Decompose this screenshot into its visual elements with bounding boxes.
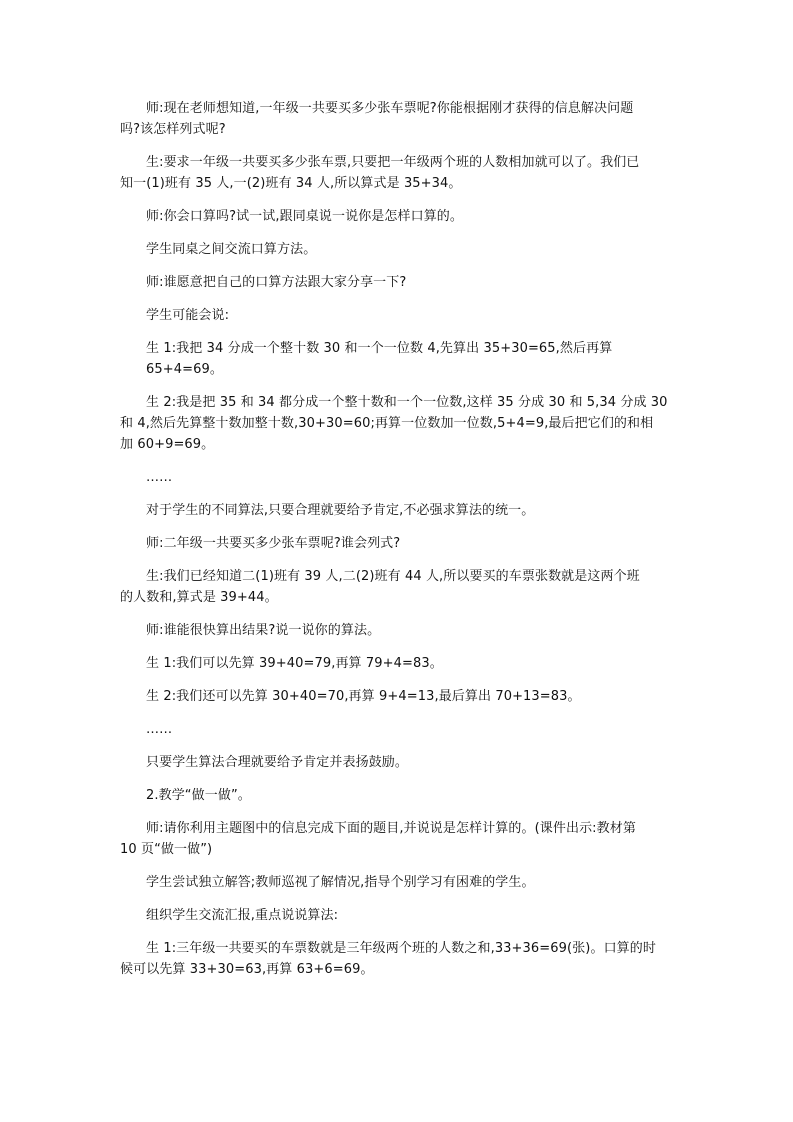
paragraph-10 [146,500,676,521]
paragraph-21 [146,905,676,926]
paragraph-15 [146,686,676,707]
paragraph-line: 生 1:我们可以先算 39+40=79,再算 79+4=83。 [146,656,443,671]
paragraph-continuation: 知一(1)班有 35 人,一(2)班有 34 人,所以算式是 35+34。 [120,176,462,191]
paragraph-13 [146,620,676,641]
paragraph-1 [120,98,676,140]
paragraph-line: 学生尝试独立解答;教师巡视了解情况,指导个别学习有困难的学生。 [146,875,535,890]
paragraph-14 [146,653,676,674]
paragraph-22 [120,938,676,980]
paragraph-line: 生 1:三年级一共要买的车票数就是三年级两个班的人数之和,33+36=69(张)。口算的时 [146,941,656,956]
paragraph-5 [146,272,676,293]
section-heading [146,785,676,806]
paragraph-2 [120,152,676,194]
ellipsis-1 [146,467,676,488]
paragraph-line: 生:要求一年级一共要买多少张车票,只要把一年级两个班的人数相加就可以了。我们已 [146,155,640,170]
paragraph-19 [120,818,676,860]
paragraph-6 [146,305,676,326]
paragraph-line: 2.教学“做一做”。 [146,788,251,803]
paragraph-line: 生 2:我们还可以先算 30+40=70,再算 9+4=13,最后算出 70+13=83。 [146,689,581,704]
paragraph-line: 生 1:我把 34 分成一个整十数 30 和一个一位数 4,先算出 35+30=65,然后再算 65+4=69。 [146,341,613,377]
paragraph-continuation: 吗?该怎样列式呢? [120,122,226,137]
paragraph-line: 组织学生交流汇报,重点说说算法: [146,908,339,923]
paragraph-line: 师:二年级一共要买多少张车票呢?谁会列式? [146,536,401,551]
document-page [120,98,676,992]
paragraph-8 [120,392,676,455]
paragraph-line: 对于学生的不同算法,只要合理就要给予肯定,不必强求算法的统一。 [146,503,535,518]
paragraph-20 [146,872,676,893]
paragraph-continuation: 的人数和,算式是 39+44。 [120,590,278,605]
paragraph-line: 生:我们已经知道二(1)班有 39 人,二(2)班有 44 人,所以要买的车票张数就是这两个班 [146,569,640,584]
paragraph-4 [146,239,676,260]
paragraph-line: 师:谁愿意把自己的口算方法跟大家分享一下? [146,275,407,290]
paragraph-line: 生 2:我是把 35 和 34 都分成一个整十数和一个一位数,这样 35 分成 30 和 5,34 分成 30 [146,395,668,410]
paragraph-line: …… [146,722,173,737]
paragraph-line: 师:现在老师想知道,一年级一共要买多少张车票呢?你能根据刚才获得的信息解决问题 [146,101,634,116]
paragraph-continuation-2: 加 60+9=69。 [120,437,215,452]
paragraph-3 [146,206,676,227]
ellipsis-2 [146,719,676,740]
paragraph-continuation: 10 页“做一做”) [120,842,213,857]
paragraph-11 [146,533,676,554]
paragraph-line: 师:你会口算吗?试一试,跟同桌说一说你是怎样口算的。 [146,209,464,224]
paragraph-line: 只要学生算法合理就要给予肯定并表扬鼓励。 [146,755,409,770]
paragraph-line: …… [146,470,173,485]
paragraph-continuation: 和 4,然后先算整十数加整十数,30+30=60;再算一位数加一位数,5+4=9,最后把它们的和相 [120,416,654,431]
paragraph-17 [146,752,676,773]
paragraph-continuation: 候可以先算 33+30=63,再算 63+6=69。 [120,962,374,977]
paragraph-line: 学生可能会说: [146,308,230,323]
paragraph-7 [146,338,676,380]
paragraph-line: 师:请你利用主题图中的信息完成下面的题目,并说说是怎样计算的。(课件出示:教材第 [146,821,636,836]
paragraph-line: 学生同桌之间交流口算方法。 [146,242,317,257]
paragraph-line: 师:谁能很快算出结果?说一说你的算法。 [146,623,381,638]
paragraph-12 [120,566,676,608]
